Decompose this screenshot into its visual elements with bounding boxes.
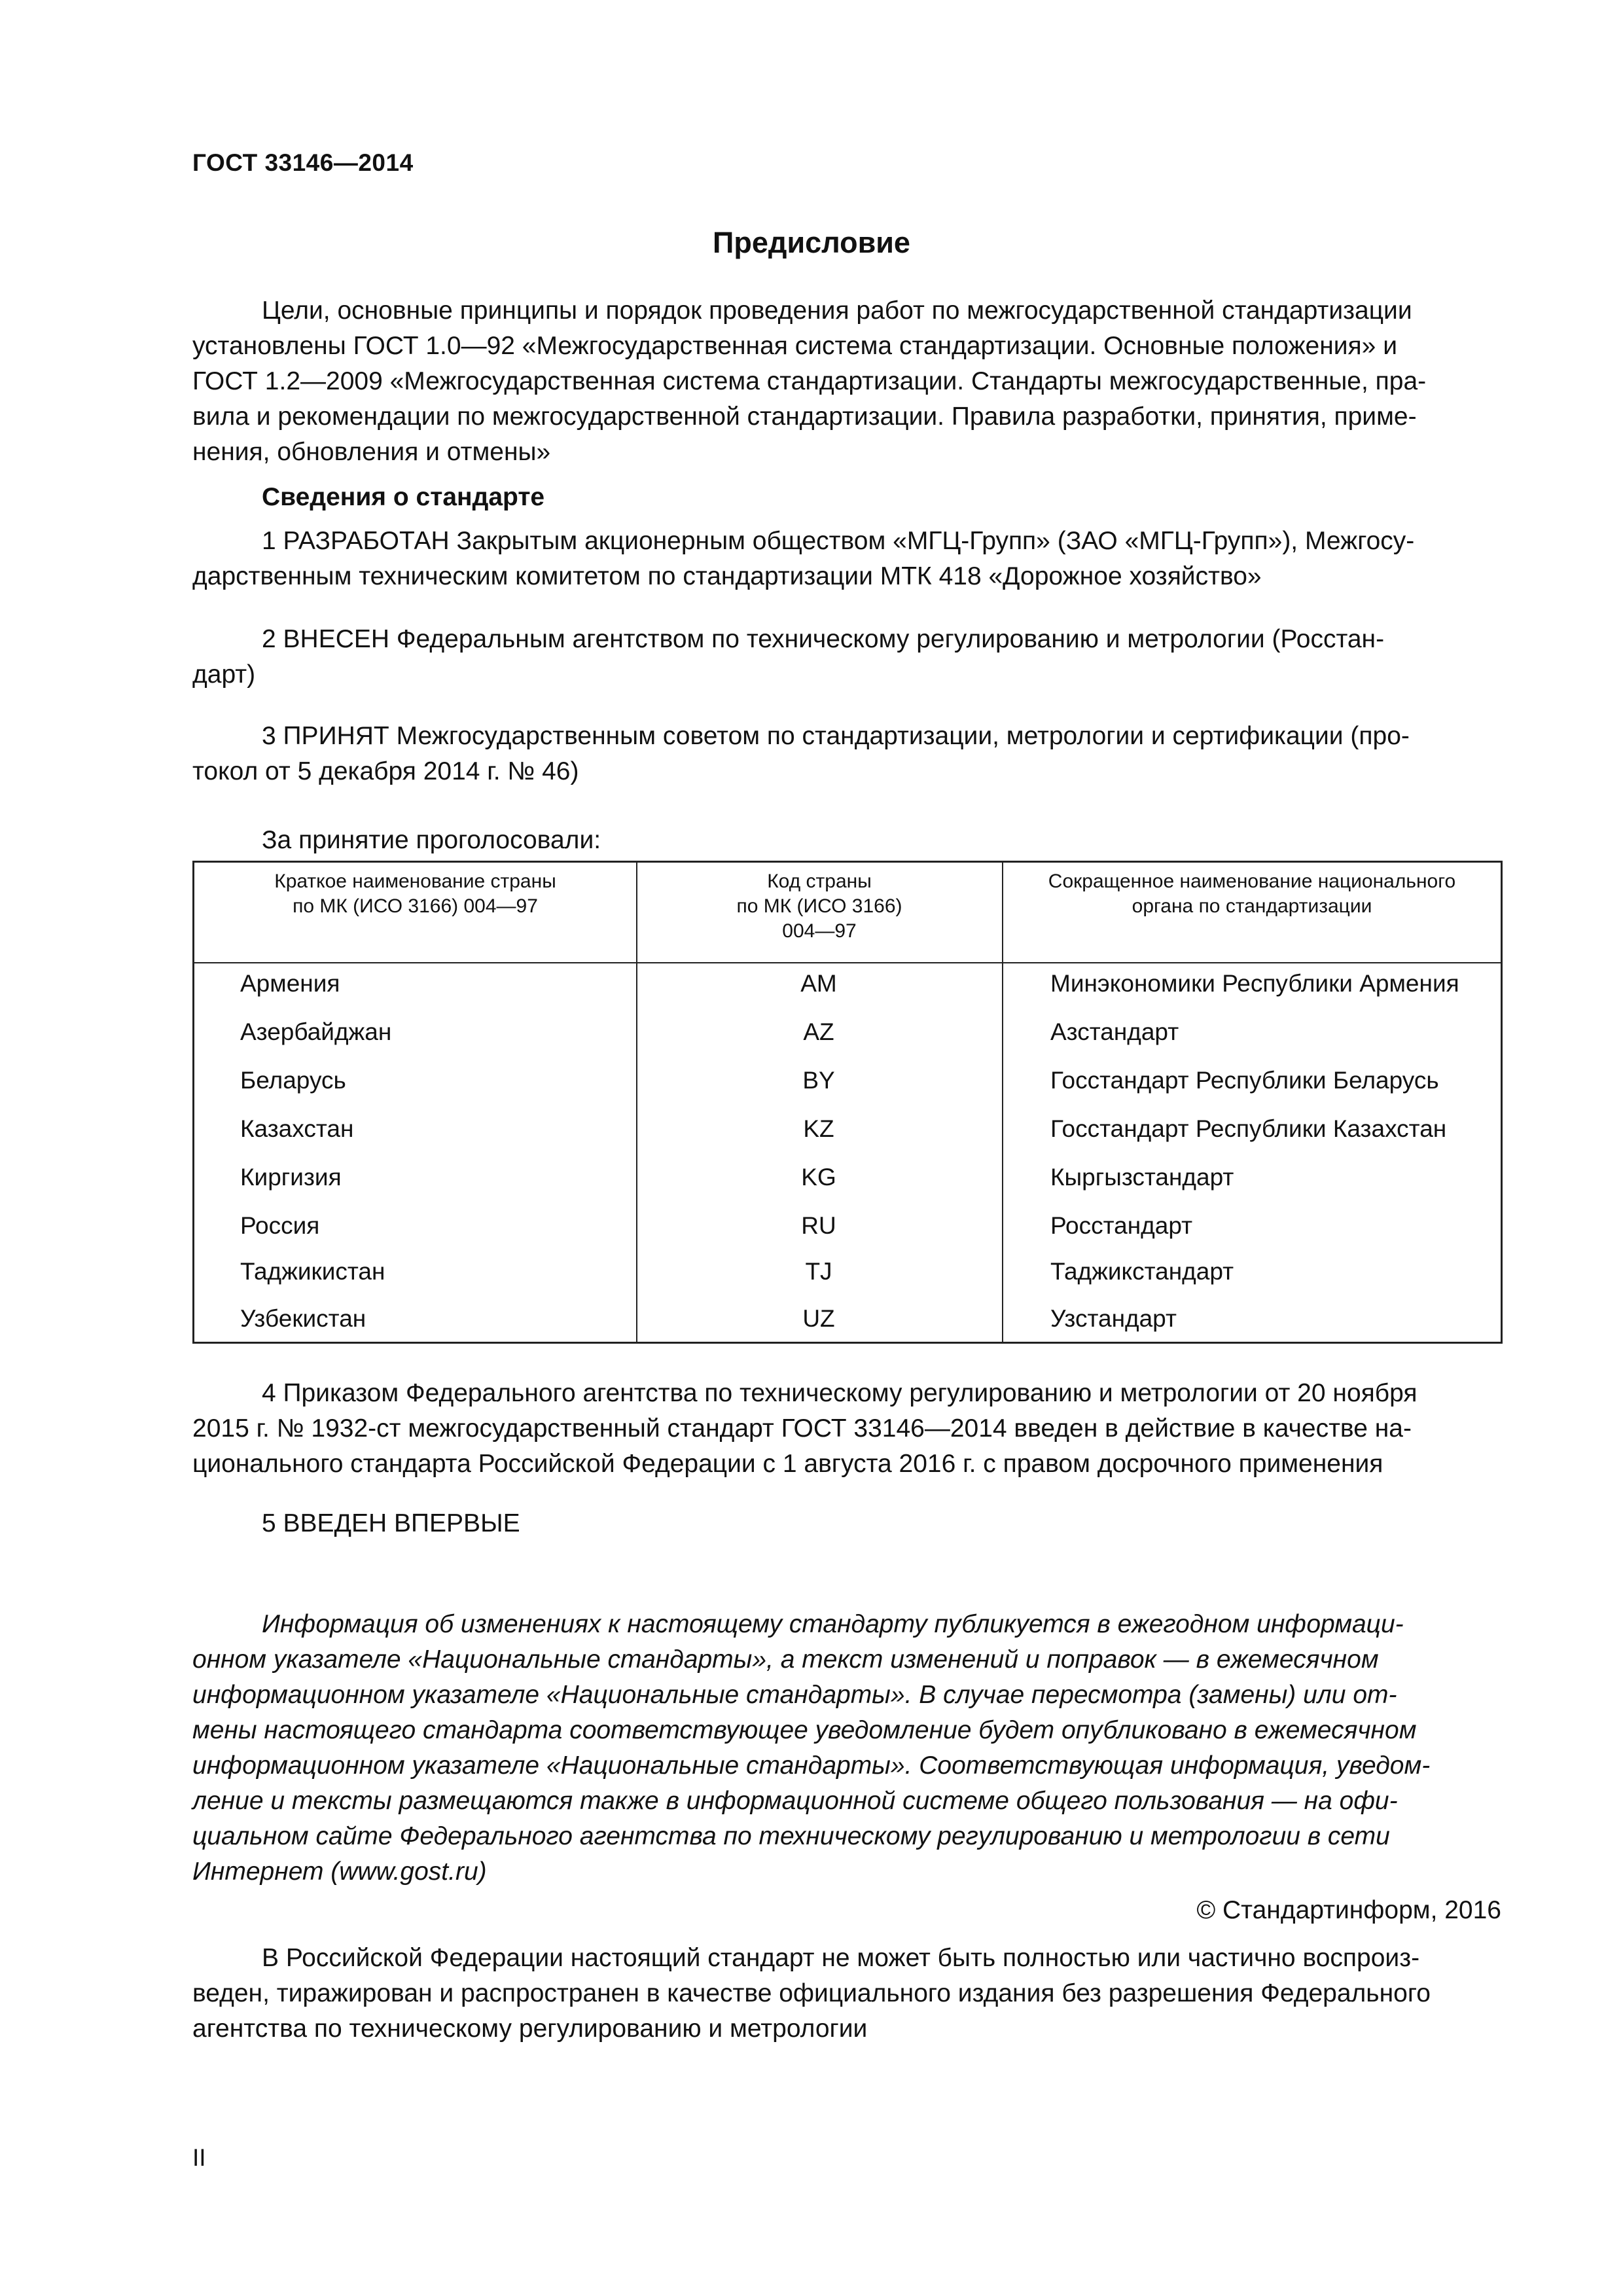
code-cell: AM	[800, 970, 837, 997]
item-line: 3 ПРИНЯТ Межгосударственным советом по стандартизации, метрологии и сертификации (про-	[262, 722, 1410, 750]
table-row	[194, 1297, 1501, 1346]
body-cell: Госстандарт Республики Казахстан	[1050, 1115, 1447, 1142]
body-cell: Таджикстандарт	[1050, 1258, 1234, 1285]
rights-paragraph	[192, 1941, 1501, 2047]
notice-line: информационном указателе «Национальные стандарты». Соответствующая информация, уведом-	[192, 1751, 1431, 1780]
table-header-code	[637, 869, 1002, 944]
country-cell: Таджикистан	[240, 1258, 385, 1285]
country-cell: Узбекистан	[240, 1305, 366, 1332]
voting-table	[192, 861, 1503, 1344]
notice-line: Информация об изменениях к настоящему стандарту публикуется в ежегодном информаци-	[262, 1610, 1404, 1638]
rights-line: агентства по техническому регулированию и метрологии	[192, 2015, 868, 2043]
notice-line: циальном сайте Федерального агентства по техническому регулированию и метрологии в сети	[192, 1822, 1390, 1850]
page-title: Предисловие	[713, 226, 910, 259]
rights-line: В Российской Федерации настоящий стандарт не может быть полностью или частично воспроиз-	[262, 1944, 1420, 1972]
table-header-country	[194, 869, 636, 919]
code-cell: BY	[802, 1067, 835, 1094]
table-row	[194, 1059, 1501, 1107]
country-cell: Азербайджан	[240, 1018, 392, 1045]
country-cell: Беларусь	[240, 1067, 346, 1094]
item-line: ционального стандарта Российской Федерации с 1 августа 2016 г. с правом досрочного применения	[192, 1450, 1383, 1478]
header-line: по МК (ИСО 3166) 004—97	[293, 895, 538, 917]
body-cell: Кыргызстандарт	[1050, 1164, 1234, 1191]
item-line: дарственным техническим комитетом по стандартизации МТК 418 «Дорожное хозяйство»	[192, 562, 1262, 590]
votes-caption: За принятие проголосовали:	[262, 826, 601, 854]
notice-line: информационном указателе «Национальные стандарты». В случае пересмотра (замены) или от-	[192, 1681, 1397, 1709]
country-cell: Россия	[240, 1212, 320, 1239]
item-1-paragraph	[192, 524, 1501, 594]
table-header-body	[1003, 869, 1501, 919]
body-cell: Минэкономики Республики Армения	[1050, 970, 1459, 997]
item-line: дарт)	[192, 660, 256, 689]
country-cell: Казахстан	[240, 1115, 354, 1142]
item-4-paragraph	[192, 1376, 1501, 1482]
notice-line: Интернет (www.gost.ru)	[192, 1857, 487, 1886]
item-line: 2015 г. № 1932-ст межгосударственный стандарт ГОСТ 33146—2014 введен в действие в качестве на-	[192, 1414, 1412, 1443]
item-line: 1 РАЗРАБОТАН Закрытым акционерным обществом «МГЦ-Групп» (ЗАО «МГЦ-Групп»), Межгосу-	[262, 527, 1415, 555]
item-2-paragraph	[192, 622, 1501, 692]
notice-line: ление и тексты размещаются также в информационной системе общего пользования — на офи-	[192, 1787, 1398, 1815]
item-3-paragraph	[192, 719, 1501, 789]
code-cell: KG	[801, 1164, 836, 1191]
intro-line: вила и рекомендации по межгосударственной стандартизации. Правила разработки, принятия, приме-	[192, 403, 1417, 431]
table-row	[194, 1156, 1501, 1204]
document-code: ГОСТ 33146—2014	[192, 149, 414, 176]
table-row	[194, 1011, 1501, 1059]
page-number: II	[192, 2144, 206, 2171]
intro-line: Цели, основные принципы и порядок проведения работ по межгосударственной стандартизации	[262, 296, 1412, 325]
table-row	[194, 1250, 1501, 1299]
code-cell: UZ	[802, 1305, 835, 1332]
header-line: Код страны	[767, 870, 872, 892]
notice-line: онном указателе «Национальные стандарты», а текст изменений и поправок — в ежемесячном	[192, 1645, 1379, 1674]
item-line: 2 ВНЕСЕН Федеральным агентством по техническому регулированию и метрологии (Росстан-	[262, 625, 1385, 653]
country-cell: Армения	[240, 970, 340, 997]
copyright-notice: © Стандартинформ, 2016	[1196, 1896, 1501, 1924]
body-cell: Узстандарт	[1050, 1305, 1177, 1332]
intro-paragraph	[192, 293, 1501, 470]
rights-line: веден, тиражирован и распространен в качестве официального издания без разрешения Федерального	[192, 1979, 1431, 2007]
item-5-paragraph	[192, 1506, 1501, 1541]
table-row	[194, 1204, 1501, 1253]
item-line: токол от 5 декабря 2014 г. № 46)	[192, 757, 579, 785]
body-cell: Азстандарт	[1050, 1018, 1179, 1045]
code-cell: KZ	[803, 1115, 834, 1142]
notice-line: мены настоящего стандарта соответствующее уведомление будет опубликовано в ежемесячном	[192, 1716, 1417, 1744]
table-row	[194, 1107, 1501, 1156]
code-cell: RU	[801, 1212, 836, 1239]
notice-paragraph	[192, 1607, 1501, 1890]
body-cell: Госстандарт Республики Беларусь	[1050, 1067, 1439, 1094]
header-line: Краткое наименование страны	[274, 870, 556, 892]
table-row	[194, 962, 1501, 1011]
intro-line: нения, обновления и отмены»	[192, 438, 551, 466]
header-line: 004—97	[782, 920, 857, 942]
country-cell: Киргизия	[240, 1164, 342, 1191]
code-cell: AZ	[803, 1018, 834, 1045]
intro-line: установлены ГОСТ 1.0—92 «Межгосударственная система стандартизации. Основные положения» и	[192, 332, 1397, 360]
header-line: по МК (ИСО 3166)	[736, 895, 902, 917]
header-line: органа по стандартизации	[1132, 895, 1372, 917]
code-cell: TJ	[805, 1258, 832, 1285]
header-line: Сокращенное наименование национального	[1048, 870, 1456, 892]
item-line: 5 ВВЕДЕН ВПЕРВЫЕ	[262, 1509, 520, 1537]
item-line: 4 Приказом Федерального агентства по техническому регулированию и метрологии от 20 ноября	[262, 1379, 1418, 1407]
body-cell: Росстандарт	[1050, 1212, 1193, 1239]
intro-line: ГОСТ 1.2—2009 «Межгосударственная система стандартизации. Стандарты межгосударственные, пра-	[192, 367, 1427, 395]
section-heading: Сведения о стандарте	[262, 483, 545, 511]
